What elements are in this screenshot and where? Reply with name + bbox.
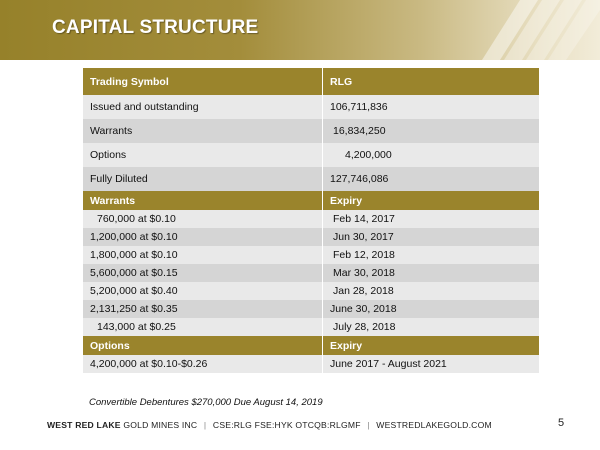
row-label: Warrants <box>83 119 323 143</box>
debenture-note: Convertible Debentures $270,000 Due August 14, 2019 <box>89 397 323 408</box>
row-label: 1,800,000 at $0.10 <box>83 246 323 264</box>
chevron-decoration-icon <box>460 0 600 60</box>
table-row <box>83 95 539 119</box>
table-row <box>83 210 539 228</box>
row-label: 143,000 at $0.25 <box>83 318 323 336</box>
table-row <box>83 167 539 191</box>
warrants-header-row <box>83 191 539 210</box>
options-header-expiry: Expiry <box>323 336 540 355</box>
footer-listing-fse: FSE:HYK <box>254 420 293 430</box>
table-row <box>83 355 539 373</box>
table-row <box>83 119 539 143</box>
row-value: Feb 14, 2017 <box>323 210 540 228</box>
title-banner <box>0 0 600 60</box>
table-row <box>83 318 539 336</box>
options-header-label: Options <box>83 336 323 355</box>
row-label: 5,200,000 at $0.40 <box>83 282 323 300</box>
capital-structure-table <box>83 68 539 373</box>
footer-company-rest: GOLD MINES INC <box>123 420 198 430</box>
footer-listing-otc: OTCQB:RLGMF <box>295 420 361 430</box>
row-value: Feb 12, 2018 <box>323 246 540 264</box>
footer-company-bold: WEST RED LAKE <box>47 420 121 430</box>
row-label: 5,600,000 at $0.15 <box>83 264 323 282</box>
table-row <box>83 264 539 282</box>
footer <box>47 420 492 430</box>
table-row <box>83 300 539 318</box>
table-row <box>83 228 539 246</box>
row-value: July 28, 2018 <box>323 318 540 336</box>
table-header-row <box>83 68 539 95</box>
row-value: 4,200,000 <box>323 143 540 167</box>
table-row <box>83 282 539 300</box>
row-value: 106,711,836 <box>323 95 540 119</box>
warrants-header-expiry: Expiry <box>323 191 540 210</box>
warrants-header-label: Warrants <box>83 191 323 210</box>
row-label: 760,000 at $0.10 <box>83 210 323 228</box>
footer-listing-cse: CSE:RLG <box>212 420 253 430</box>
row-label: Issued and outstanding <box>83 95 323 119</box>
row-label: 2,131,250 at $0.35 <box>83 300 323 318</box>
page-title: CAPITAL STRUCTURE <box>52 17 259 38</box>
row-label: 4,200,000 at $0.10-$0.26 <box>83 355 323 373</box>
footer-website: WESTREDLAKEGOLD.COM <box>376 420 492 430</box>
row-value: June 2017 - August 2021 <box>323 355 540 373</box>
row-value: 127,746,086 <box>323 167 540 191</box>
row-value: Jun 30, 2017 <box>323 228 540 246</box>
row-value: 16,834,250 <box>323 119 540 143</box>
row-value: Mar 30, 2018 <box>323 264 540 282</box>
row-label: 1,200,000 at $0.10 <box>83 228 323 246</box>
table-row <box>83 143 539 167</box>
trading-symbol-value: RLG <box>323 68 540 95</box>
page-number: 5 <box>558 417 565 429</box>
row-value: Jan 28, 2018 <box>323 282 540 300</box>
footer-separator: | <box>367 420 370 430</box>
options-header-row <box>83 336 539 355</box>
row-value: June 30, 2018 <box>323 300 540 318</box>
row-label: Fully Diluted <box>83 167 323 191</box>
row-label: Options <box>83 143 323 167</box>
table-row <box>83 246 539 264</box>
trading-symbol-label: Trading Symbol <box>83 68 323 95</box>
footer-separator: | <box>203 420 207 430</box>
